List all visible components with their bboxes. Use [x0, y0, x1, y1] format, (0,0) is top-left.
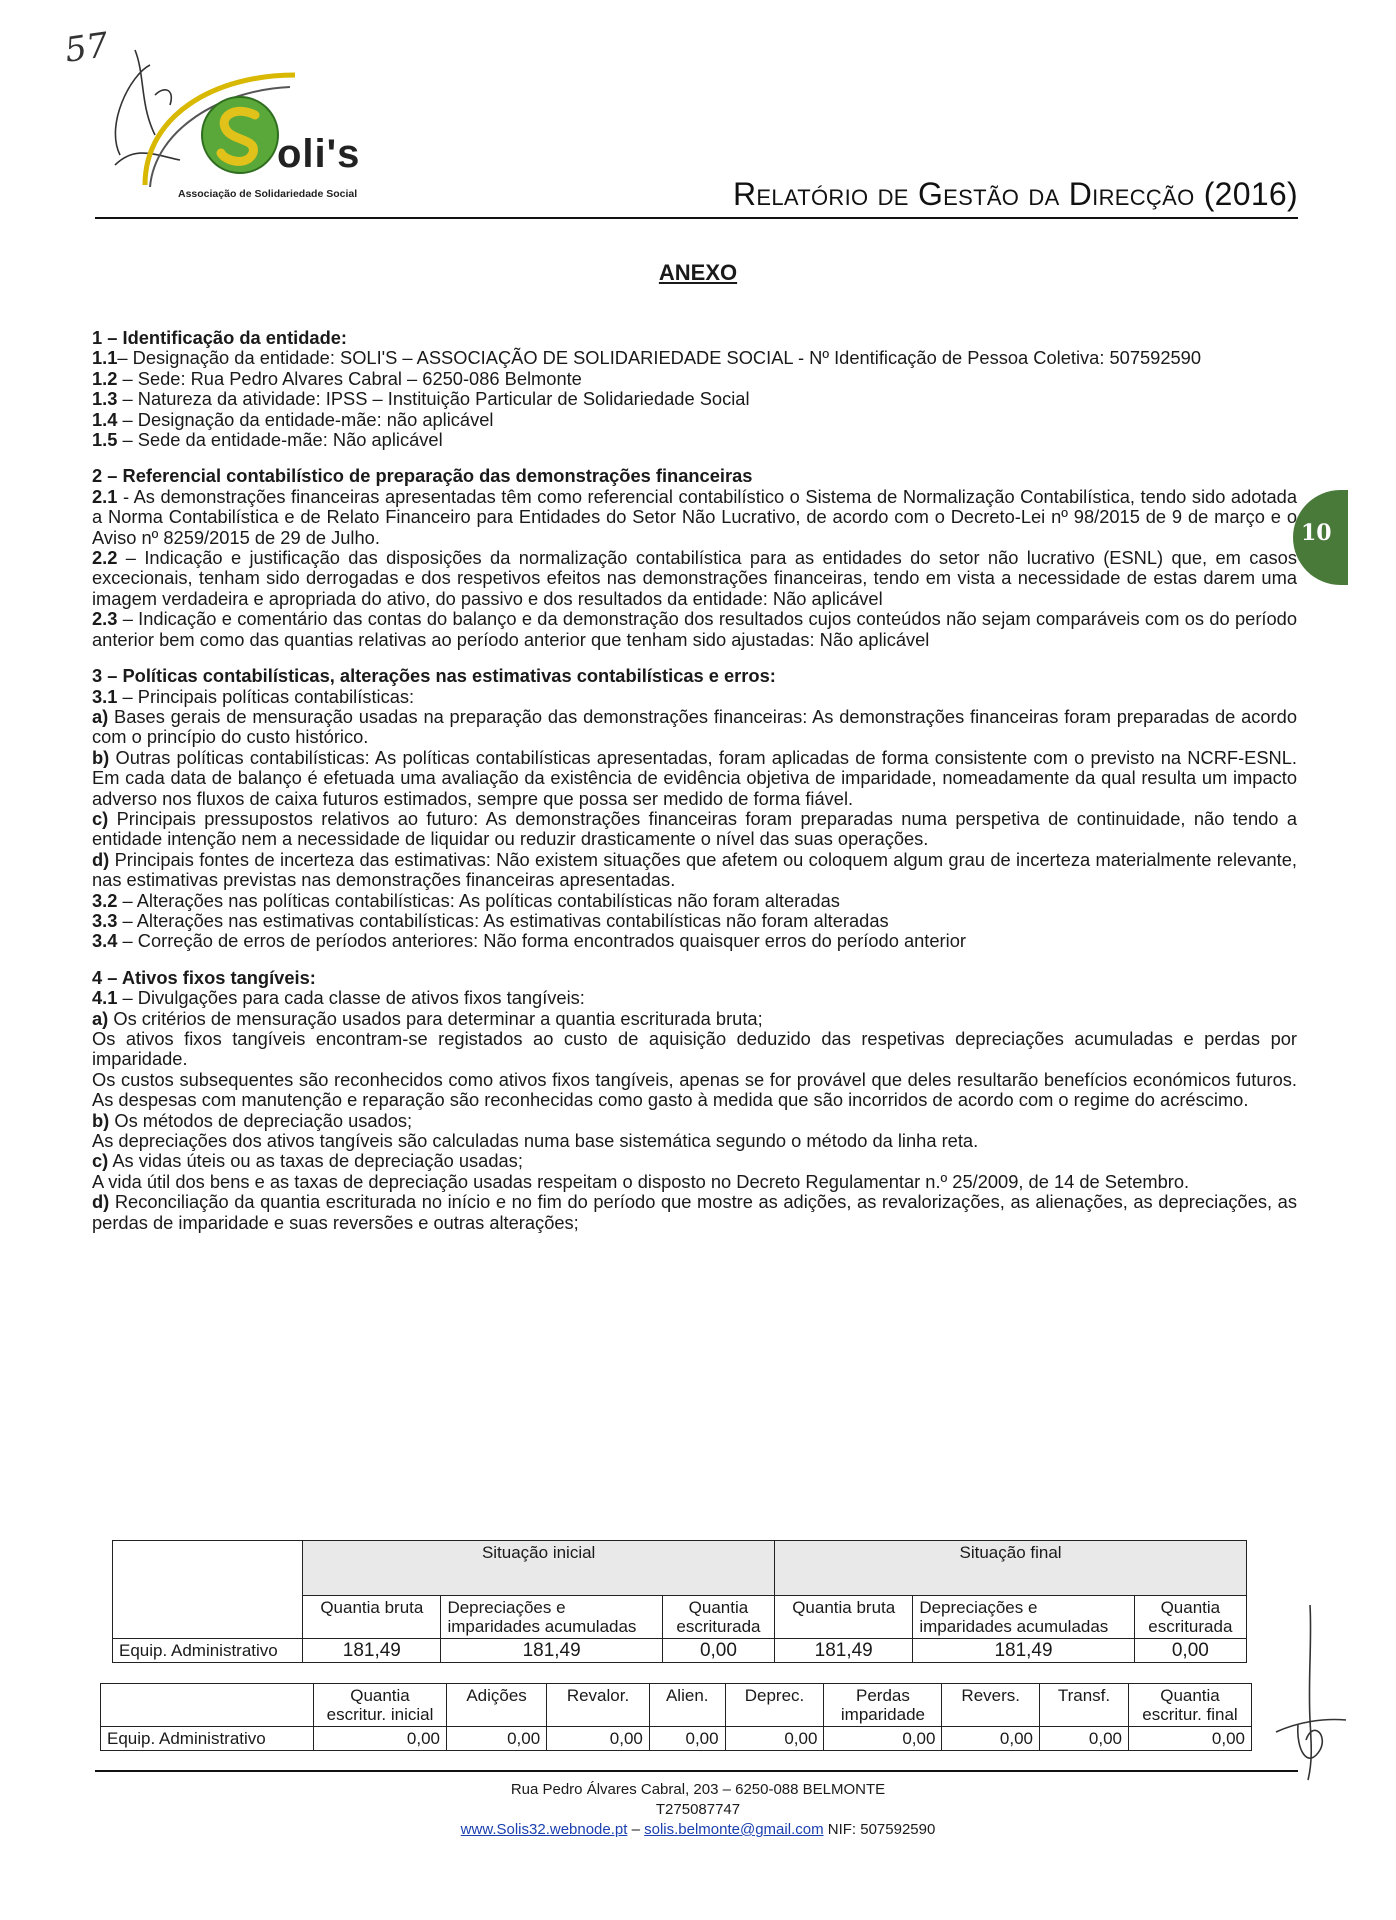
column-header: Quantia bruta: [303, 1596, 441, 1639]
item-4-1-b: b) Os métodos de depreciação usados;: [92, 1109, 413, 1131]
page-number: 10: [1301, 520, 1332, 546]
footer-phone: T275087747: [655, 1801, 741, 1818]
column-header: Deprec.: [725, 1684, 824, 1727]
website-link[interactable]: www.Solis32.webnode.pt: [460, 1821, 628, 1838]
item-1-3: 1.3 – Natureza da atividade: IPSS – Instituição Particular de Solidariedade Social: [92, 388, 750, 410]
row-label: Equip. Administrativo: [113, 1639, 303, 1663]
table-cell: 0,00: [447, 1727, 547, 1751]
item-1-1: 1.1– Designação da entidade: SOLI'S – ASSOCIAÇÃO DE SOLIDARIEDADE SOCIAL - Nº Identificação de Pessoa Coletiva: 507592590: [92, 347, 1201, 369]
item-3-1-b: b) Outras políticas contabilísticas: As políticas contabilísticas apresentadas, foram aplicadas de forma consistente com o previsto na NCRF-ESNL. Em cada data de balanço é efetuada uma avaliação da existência de evidência objetiva de imparidade, nomeadamente da qual resulta um impacto adverso nos fluxos de caixa futuros estimados, sempre que possa ser medido de forma fiável.: [92, 746, 1297, 809]
header-divider: [95, 217, 1298, 219]
page-number-tab: [1293, 490, 1348, 585]
section-3-heading: 3 – Políticas contabilísticas, alterações nas estimativas contabilísticas e erros:: [92, 665, 776, 687]
table-cell: 0,00: [824, 1727, 942, 1751]
table-cell: 0,00: [1129, 1727, 1252, 1751]
column-header: Depreciações e imparidades acumuladas: [913, 1596, 1134, 1639]
section-1-heading: 1 – Identificação da entidade:: [92, 327, 347, 348]
logo-wordmark: oli's: [277, 132, 361, 176]
row-label: Equip. Administrativo: [101, 1727, 314, 1751]
item-3-2: 3.2 – Alterações nas políticas contabilísticas: As políticas contabilísticas não foram alteradas: [92, 889, 840, 911]
item-4-1-c: c) As vidas úteis ou as taxas de depreciação usadas;: [92, 1150, 523, 1172]
group-header-initial: Situação inicial: [303, 1541, 775, 1596]
footer-address: Rua Pedro Álvares Cabral, 203 – 6250-088 BELMONTE: [510, 1781, 886, 1798]
item-4-1-a-p2: Os custos subsequentes são reconhecidos como ativos fixos tangíveis, apenas se for provável que deles resultarão benefícios económicos futuros. As despesas com manutenção e reparação são reconhecidas como gasto à medida que são incorridos de acordo com o regime do acréscimo.: [92, 1068, 1297, 1111]
handwritten-signature: [1268, 1600, 1348, 1785]
table-cell: 181,49: [303, 1639, 441, 1663]
table-cell-empty: [113, 1541, 303, 1639]
document-body: [92, 328, 1297, 1233]
item-3-1: 3.1 – Principais políticas contabilísticas:: [92, 685, 415, 707]
group-header-final: Situação final: [775, 1541, 1247, 1596]
column-header: Depreciações e imparidades acumuladas: [441, 1596, 662, 1639]
item-3-1-a: a) Bases gerais de mensuração usadas na preparação das demonstrações financeiras: As demonstrações financeiras foram preparadas de acordo com o princípio do custo histórico.: [92, 705, 1297, 748]
item-4-1-d: d) Reconciliação da quantia escriturada no início e no fim do período que mostre as adições, as revalorizações, as alienações, as depreciações, as perdas de imparidade e suas reversões e outras alterações;: [92, 1191, 1297, 1233]
item-2-2: 2.2 – Indicação e justificação das disposições da normalização contabilística para as entidades do setor não lucrativo (ESNL) que, em casos excecionais, tenham sido derrogadas e dos respetivos efeitos nas demonstrações financeiras, tendo em vista a necessidade de estas darem uma imagem verdadeira e apropriada do ativo, do passivo e dos resultados da entidade: Não aplicável: [92, 547, 1297, 609]
column-header: Quantia escriturada: [662, 1596, 774, 1639]
section-4-heading: 4 – Ativos fixos tangíveis:: [92, 966, 316, 988]
table-row: [113, 1639, 1247, 1663]
column-header: Alien.: [649, 1684, 725, 1727]
item-1-2: 1.2 – Sede: Rua Pedro Alvares Cabral – 6250-086 Belmonte: [92, 367, 582, 389]
annex-title: [0, 260, 1396, 286]
item-3-1-c: c) Principais pressupostos relativos ao futuro: As demonstrações financeiras foram preparadas numa perspetiva de continuidade, não tendo a entidade intenção nem a necessidade de liquidar ou reduzir drasticamente o nível das suas operações.: [92, 807, 1297, 850]
handwritten-page-number: 57: [62, 25, 111, 71]
table-cell: 0,00: [547, 1727, 650, 1751]
footer: [0, 1780, 1396, 1840]
item-2-1: 2.1 - As demonstrações financeiras apresentadas têm como referencial contabilístico o Sistema de Normalização Contabilística, tendo sido adotada a Norma Contabilística e de Relato Financeiro para Entidades do Setor Não Lucrativo, de acordo com o Decreto-Lei nº 98/2015 de 9 de março e o Aviso nº 8259/2015 de 29 de Julho.: [92, 485, 1297, 548]
column-header: Quantia escriturada: [1134, 1596, 1246, 1639]
item-4-1-b-p1: As depreciações dos ativos tangíveis são calculadas numa base sistemática segundo o método da linha reta.: [92, 1130, 979, 1152]
column-header: Transf.: [1040, 1684, 1129, 1727]
table-cell: 0,00: [314, 1727, 447, 1751]
table-cell: 181,49: [913, 1639, 1134, 1663]
reconciliation-table-movements: [100, 1683, 1252, 1751]
footer-contacts: [0, 1820, 1396, 1840]
item-1-5: 1.5 – Sede da entidade-mãe: Não aplicável: [92, 429, 443, 451]
item-4-1-a-p1: Os ativos fixos tangíveis encontram-se registados ao custo de aquisição deduzido das respetivas depreciações acumuladas e perdas por imparidade.: [92, 1028, 1297, 1070]
item-4-1: 4.1 – Divulgações para cada classe de ativos fixos tangíveis:: [92, 987, 585, 1009]
item-1-4: 1.4 – Designação da entidade-mãe: não aplicável: [92, 408, 494, 430]
report-title: Relatório de Gestão da Direcção (2016): [732, 176, 1298, 212]
table-row: [101, 1684, 1252, 1727]
table-cell: 0,00: [1040, 1727, 1129, 1751]
column-header: Perdas imparidade: [824, 1684, 942, 1727]
table-cell: 181,49: [775, 1639, 913, 1663]
item-4-1-c-p1: A vida útil dos bens e as taxas de depreciação usadas respeitam o disposto no Decreto Regulamentar n.º 25/2009, de 14 de Setembro.: [92, 1170, 1190, 1192]
table-row: [113, 1541, 1247, 1596]
column-header: Revers.: [942, 1684, 1040, 1727]
footer-divider: [95, 1770, 1298, 1772]
table-cell-empty: [101, 1684, 314, 1727]
column-header: Adições: [447, 1684, 547, 1727]
column-header: Revalor.: [547, 1684, 650, 1727]
section-2-heading: 2 – Referencial contabilístico de preparação das demonstrações financeiras: [92, 465, 753, 487]
table-cell: 0,00: [942, 1727, 1040, 1751]
item-3-1-d: d) Principais fontes de incerteza das estimativas: Não existem situações que afetem ou coloquem algum grau de incerteza materialmente relevante, nas estimativas previstas nas demonstrações financeiras apresentadas.: [92, 848, 1297, 891]
column-header: Quantia bruta: [775, 1596, 913, 1639]
item-3-3: 3.3 – Alterações nas estimativas contabilísticas: As estimativas contabilísticas não foram alteradas: [92, 909, 889, 931]
footer-separator: –: [627, 1821, 645, 1838]
table-cell: 0,00: [649, 1727, 725, 1751]
reconciliation-table-situation: [112, 1540, 1247, 1663]
annex-title-text: ANEXO: [658, 260, 738, 285]
table-cell: 181,49: [441, 1639, 662, 1663]
item-4-1-a: a) Os critérios de mensuração usados para determinar a quantia escriturada bruta;: [92, 1007, 763, 1029]
column-header: Quantia escritur. final: [1129, 1684, 1252, 1727]
solis-logo: [95, 35, 425, 205]
column-header: Quantia escritur. inicial: [314, 1684, 447, 1727]
email-link[interactable]: solis.belmonte@gmail.com: [644, 1821, 824, 1838]
table-cell: 0,00: [725, 1727, 824, 1751]
table-row: [101, 1727, 1252, 1751]
item-2-3: 2.3 – Indicação e comentário das contas do balanço e da demonstração dos resultados cujos conteúdos não sejam comparáveis com os do período anterior bem como das quantias relativas ao período anterior que tenham sido ajustadas: Não aplicável: [92, 608, 1297, 650]
item-3-4: 3.4 – Correção de erros de períodos anteriores: Não forma encontrados quaisquer erros do período anterior: [92, 930, 966, 952]
footer-nif: NIF: 507592590: [823, 1821, 936, 1838]
table-cell: 0,00: [662, 1639, 774, 1663]
logo-subtitle: Associação de Solidariedade Social: [178, 188, 358, 200]
table-cell: 0,00: [1134, 1639, 1246, 1663]
